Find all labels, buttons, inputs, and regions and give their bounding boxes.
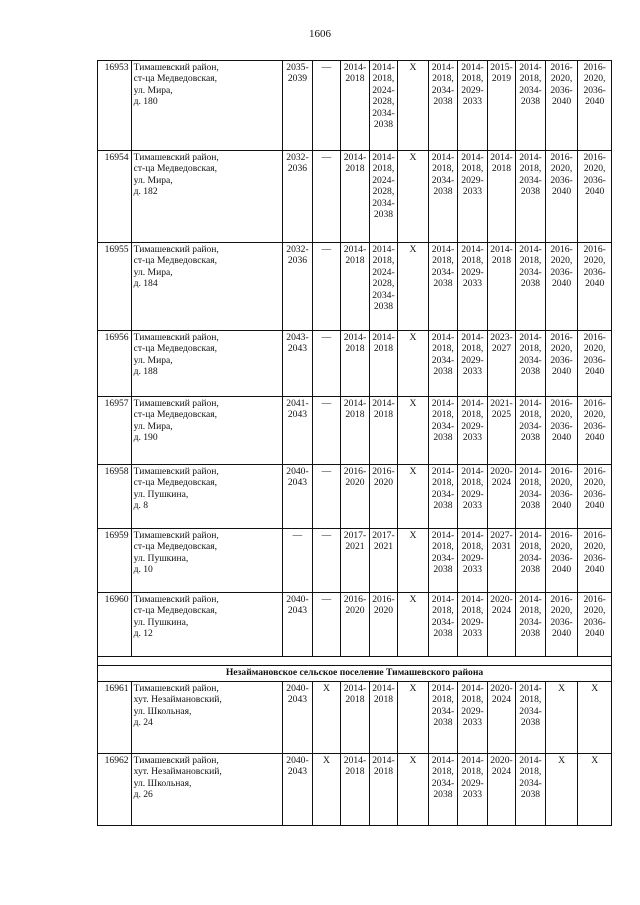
period-cell: 2014- 2018, 2034- 2038 [516, 754, 546, 826]
period-cell: X [545, 754, 578, 826]
period-cell: 2014- 2018 [341, 397, 369, 465]
period-cell: X [398, 682, 429, 754]
period-cell: — [312, 61, 340, 151]
period-cell: — [312, 243, 340, 331]
table-body-medvedovskaya [98, 61, 612, 657]
period-cell: 2041- 2043 [283, 397, 313, 465]
period-cell: 2040- 2043 [283, 754, 313, 826]
period-cell: X [312, 682, 340, 754]
period-cell: — [312, 331, 340, 397]
table-body-nezaymanovskoe [98, 682, 612, 826]
period-cell: 2014- 2018, 2034- 2038 [428, 243, 458, 331]
period-cell: 2014- 2018, 2034- 2038 [428, 397, 458, 465]
period-cell: X [398, 61, 429, 151]
address-cell: Тимашевский район, ст-ца Медведовская, ул. Мира, д. 188 [131, 331, 283, 397]
section-title: Незаймановское сельское поселение Тимашевского района [98, 666, 612, 682]
record-number: 16956 [98, 331, 132, 397]
period-cell: — [312, 529, 340, 593]
period-cell: 2016- 2020, 2036- 2040 [545, 151, 578, 243]
period-cell: 2014- 2018 [341, 243, 369, 331]
period-cell: 2014- 2018, 2029- 2033 [458, 61, 488, 151]
address-cell: Тимашевский район, хут. Незаймановский, ул. Школьная, д. 26 [131, 754, 283, 826]
period-cell: 2023- 2027 [487, 331, 515, 397]
period-cell: 2014- 2018, 2034- 2038 [516, 682, 546, 754]
period-cell: 2016- 2020, 2036- 2040 [578, 529, 612, 593]
section-spacer [98, 657, 612, 666]
address-cell: Тимашевский район, ст-ца Медведовская, ул. Пушкина, д. 8 [131, 465, 283, 529]
section-header [98, 657, 612, 682]
period-cell: 2014- 2018, 2034- 2038 [428, 754, 458, 826]
period-cell: X [398, 331, 429, 397]
period-cell: 2035- 2039 [283, 61, 313, 151]
period-cell: 2014- 2018, 2034- 2038 [428, 61, 458, 151]
table-row [98, 754, 612, 826]
record-number: 16960 [98, 593, 132, 657]
period-cell: 2014- 2018, 2024- 2028, 2034- 2038 [369, 61, 397, 151]
period-cell: 2016- 2020 [369, 465, 397, 529]
record-number: 16954 [98, 151, 132, 243]
period-cell: 2014- 2018 [487, 151, 515, 243]
period-cell: 2014- 2018 [341, 682, 369, 754]
period-cell: X [398, 397, 429, 465]
period-cell: 2016- 2020, 2036- 2040 [578, 465, 612, 529]
period-cell: 2014- 2018, 2034- 2038 [516, 529, 546, 593]
period-cell: 2016- 2020, 2036- 2040 [578, 397, 612, 465]
period-cell: X [398, 754, 429, 826]
period-cell: 2014- 2018, 2029- 2033 [458, 682, 488, 754]
period-cell: 2016- 2020, 2036- 2040 [545, 61, 578, 151]
period-cell: 2014- 2018, 2034- 2038 [516, 243, 546, 331]
period-cell: 2014- 2018 [341, 331, 369, 397]
period-cell: 2014- 2018, 2029- 2033 [458, 331, 488, 397]
period-cell: 2014- 2018 [369, 682, 397, 754]
period-cell: 2014- 2018, 2034- 2038 [516, 593, 546, 657]
record-number: 16955 [98, 243, 132, 331]
period-cell: 2014- 2018, 2034- 2038 [516, 397, 546, 465]
period-cell: 2014- 2018, 2029- 2033 [458, 151, 488, 243]
period-cell: 2032- 2036 [283, 243, 313, 331]
table-row [98, 151, 612, 243]
period-cell: — [312, 151, 340, 243]
period-cell: 2016- 2020, 2036- 2040 [545, 593, 578, 657]
period-cell: 2027- 2031 [487, 529, 515, 593]
period-cell: 2015- 2019 [487, 61, 515, 151]
record-number: 16959 [98, 529, 132, 593]
period-cell: 2017- 2021 [341, 529, 369, 593]
period-cell: 2014- 2018, 2029- 2033 [458, 754, 488, 826]
period-cell: X [578, 682, 612, 754]
record-number: 16961 [98, 682, 132, 754]
table-row [98, 465, 612, 529]
period-cell: X [545, 682, 578, 754]
table-row [98, 529, 612, 593]
period-cell: X [398, 465, 429, 529]
record-number: 16962 [98, 754, 132, 826]
period-cell: 2014- 2018, 2029- 2033 [458, 593, 488, 657]
period-cell: 2014- 2018 [341, 151, 369, 243]
housing-table [97, 60, 612, 826]
period-cell: X [398, 243, 429, 331]
table-row [98, 682, 612, 754]
period-cell: 2014- 2018, 2034- 2038 [516, 61, 546, 151]
table-row [98, 593, 612, 657]
period-cell: — [312, 593, 340, 657]
page-number: 1606 [309, 28, 331, 40]
period-cell: 2014- 2018 [487, 243, 515, 331]
period-cell: 2016- 2020, 2036- 2040 [545, 465, 578, 529]
period-cell: 2014- 2018 [341, 61, 369, 151]
period-cell: 2016- 2020, 2036- 2040 [545, 331, 578, 397]
period-cell: 2016- 2020, 2036- 2040 [545, 529, 578, 593]
address-cell: Тимашевский район, ст-ца Медведовская, ул. Мира, д. 190 [131, 397, 283, 465]
period-cell: 2021- 2025 [487, 397, 515, 465]
period-cell: 2016- 2020, 2036- 2040 [578, 151, 612, 243]
period-cell: 2016- 2020, 2036- 2040 [545, 397, 578, 465]
address-cell: Тимашевский район, ст-ца Медведовская, ул. Мира, д. 182 [131, 151, 283, 243]
table-row [98, 61, 612, 151]
period-cell: — [312, 397, 340, 465]
period-cell: 2040- 2043 [283, 682, 313, 754]
period-cell: 2014- 2018, 2034- 2038 [428, 331, 458, 397]
period-cell: 2020- 2024 [487, 754, 515, 826]
table-row [98, 397, 612, 465]
period-cell: 2020- 2024 [487, 682, 515, 754]
address-cell: Тимашевский район, ст-ца Медведовская, ул. Мира, д. 184 [131, 243, 283, 331]
period-cell: 2016- 2020, 2036- 2040 [545, 243, 578, 331]
period-cell: 2014- 2018, 2029- 2033 [458, 243, 488, 331]
record-number: 16957 [98, 397, 132, 465]
period-cell: 2014- 2018, 2034- 2038 [516, 465, 546, 529]
address-cell: Тимашевский район, хут. Незаймановский, ул. Школьная, д. 24 [131, 682, 283, 754]
period-cell: 2032- 2036 [283, 151, 313, 243]
period-cell: 2020- 2024 [487, 465, 515, 529]
period-cell: X [398, 529, 429, 593]
period-cell: 2014- 2018 [369, 754, 397, 826]
record-number: 16953 [98, 61, 132, 151]
period-cell: 2016- 2020 [369, 593, 397, 657]
address-cell: Тимашевский район, ст-ца Медведовская, ул. Мира, д. 180 [131, 61, 283, 151]
period-cell: X [312, 754, 340, 826]
table-row [98, 243, 612, 331]
period-cell: 2014- 2018, 2034- 2038 [428, 151, 458, 243]
period-cell: 2016- 2020 [341, 593, 369, 657]
period-cell: 2014- 2018, 2034- 2038 [428, 529, 458, 593]
period-cell: 2014- 2018 [369, 331, 397, 397]
period-cell: 2040- 2043 [283, 593, 313, 657]
period-cell: 2016- 2020, 2036- 2040 [578, 61, 612, 151]
period-cell: 2014- 2018 [369, 397, 397, 465]
period-cell: 2014- 2018 [341, 754, 369, 826]
period-cell: 2016- 2020, 2036- 2040 [578, 331, 612, 397]
period-cell: X [398, 593, 429, 657]
period-cell: 2017- 2021 [369, 529, 397, 593]
period-cell: 2014- 2018, 2029- 2033 [458, 529, 488, 593]
period-cell: 2016- 2020, 2036- 2040 [578, 243, 612, 331]
period-cell: 2040- 2043 [283, 465, 313, 529]
period-cell: 2014- 2018, 2024- 2028, 2034- 2038 [369, 243, 397, 331]
period-cell: 2014- 2018, 2034- 2038 [516, 331, 546, 397]
table-row [98, 331, 612, 397]
period-cell: 2016- 2020 [341, 465, 369, 529]
period-cell: 2043- 2043 [283, 331, 313, 397]
period-cell: X [398, 151, 429, 243]
period-cell: 2014- 2018, 2034- 2038 [428, 593, 458, 657]
period-cell: X [578, 754, 612, 826]
address-cell: Тимашевский район, ст-ца Медведовская, ул. Пушкина, д. 10 [131, 529, 283, 593]
period-cell: — [283, 529, 313, 593]
period-cell: — [312, 465, 340, 529]
period-cell: 2014- 2018, 2034- 2038 [428, 465, 458, 529]
record-number: 16958 [98, 465, 132, 529]
period-cell: 2014- 2018, 2024- 2028, 2034- 2038 [369, 151, 397, 243]
period-cell: 2014- 2018, 2034- 2038 [428, 682, 458, 754]
period-cell: 2014- 2018, 2029- 2033 [458, 397, 488, 465]
address-cell: Тимашевский район, ст-ца Медведовская, ул. Пушкина, д. 12 [131, 593, 283, 657]
period-cell: 2014- 2018, 2034- 2038 [516, 151, 546, 243]
period-cell: 2016- 2020, 2036- 2040 [578, 593, 612, 657]
period-cell: 2014- 2018, 2029- 2033 [458, 465, 488, 529]
period-cell: 2020- 2024 [487, 593, 515, 657]
